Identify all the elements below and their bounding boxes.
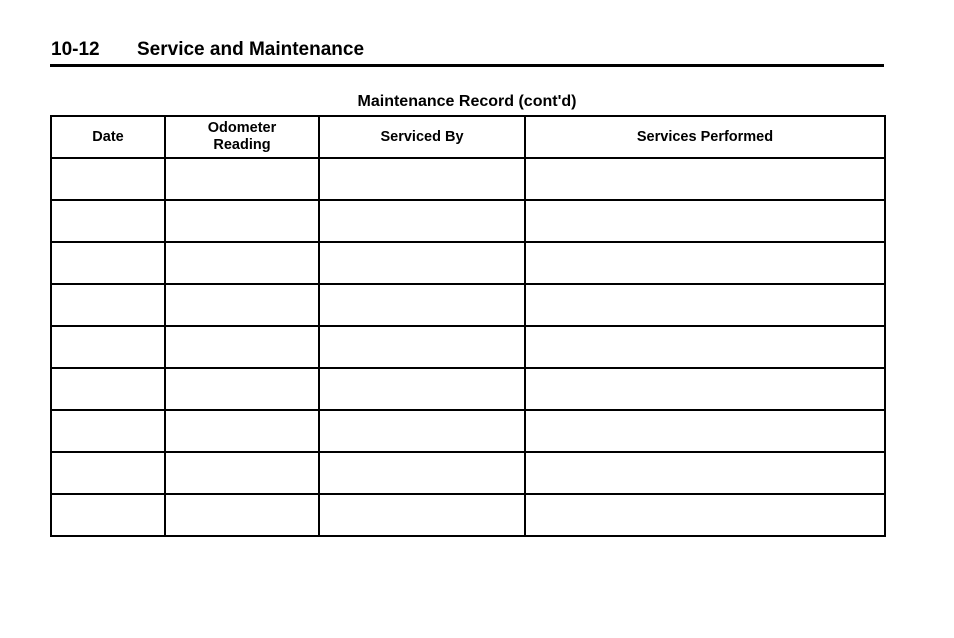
- services-performed-cell: [525, 452, 885, 494]
- column-header-services-performed: [525, 116, 885, 158]
- column-header-date-label: Date: [92, 128, 124, 145]
- odometer-cell: [165, 326, 319, 368]
- table-row: [51, 368, 885, 410]
- services-performed-cell: [525, 284, 885, 326]
- column-header-serviced-by: [319, 116, 525, 158]
- section-title: Service and Maintenance: [137, 39, 365, 60]
- services-performed-cell: [525, 494, 885, 536]
- odometer-cell: [165, 242, 319, 284]
- table-caption: Maintenance Record (cont'd): [357, 93, 577, 110]
- table-row: [51, 200, 885, 242]
- table-row: [51, 494, 885, 536]
- page-number: 10-12: [51, 39, 100, 60]
- services-performed-cell: [525, 200, 885, 242]
- services-performed-cell: [525, 326, 885, 368]
- services-performed-cell: [525, 410, 885, 452]
- column-header-date: [51, 116, 165, 158]
- table-header-row: [51, 116, 885, 158]
- date-cell: [51, 326, 165, 368]
- odometer-cell: [165, 200, 319, 242]
- serviced-by-cell: [319, 452, 525, 494]
- column-header-odometer-line2: Reading: [213, 137, 271, 153]
- odometer-cell: [165, 368, 319, 410]
- date-cell: [51, 452, 165, 494]
- odometer-cell: [165, 494, 319, 536]
- odometer-cell: [165, 284, 319, 326]
- serviced-by-cell: [319, 200, 525, 242]
- maintenance-record-table: [50, 115, 886, 537]
- column-header-services-performed-label: Services Performed: [636, 128, 774, 145]
- table-row: [51, 284, 885, 326]
- serviced-by-cell: [319, 368, 525, 410]
- services-performed-cell: [525, 242, 885, 284]
- date-cell: [51, 200, 165, 242]
- date-cell: [51, 410, 165, 452]
- date-cell: [51, 368, 165, 410]
- table-body: [51, 158, 885, 536]
- odometer-cell: [165, 158, 319, 200]
- serviced-by-cell: [319, 410, 525, 452]
- table-row: [51, 452, 885, 494]
- column-header-odometer-reading: [165, 116, 319, 158]
- table-row: [51, 326, 885, 368]
- table-row: [51, 242, 885, 284]
- serviced-by-cell: [319, 284, 525, 326]
- column-header-odometer-line1: Odometer: [207, 120, 277, 136]
- date-cell: [51, 158, 165, 200]
- table-row: [51, 410, 885, 452]
- odometer-cell: [165, 452, 319, 494]
- date-cell: [51, 494, 165, 536]
- services-performed-cell: [525, 368, 885, 410]
- page-header: [50, 38, 884, 67]
- date-cell: [51, 284, 165, 326]
- serviced-by-cell: [319, 494, 525, 536]
- column-header-serviced-by-label: Serviced By: [380, 128, 464, 145]
- table-row: [51, 158, 885, 200]
- services-performed-cell: [525, 158, 885, 200]
- serviced-by-cell: [319, 242, 525, 284]
- serviced-by-cell: [319, 326, 525, 368]
- serviced-by-cell: [319, 158, 525, 200]
- odometer-cell: [165, 410, 319, 452]
- date-cell: [51, 242, 165, 284]
